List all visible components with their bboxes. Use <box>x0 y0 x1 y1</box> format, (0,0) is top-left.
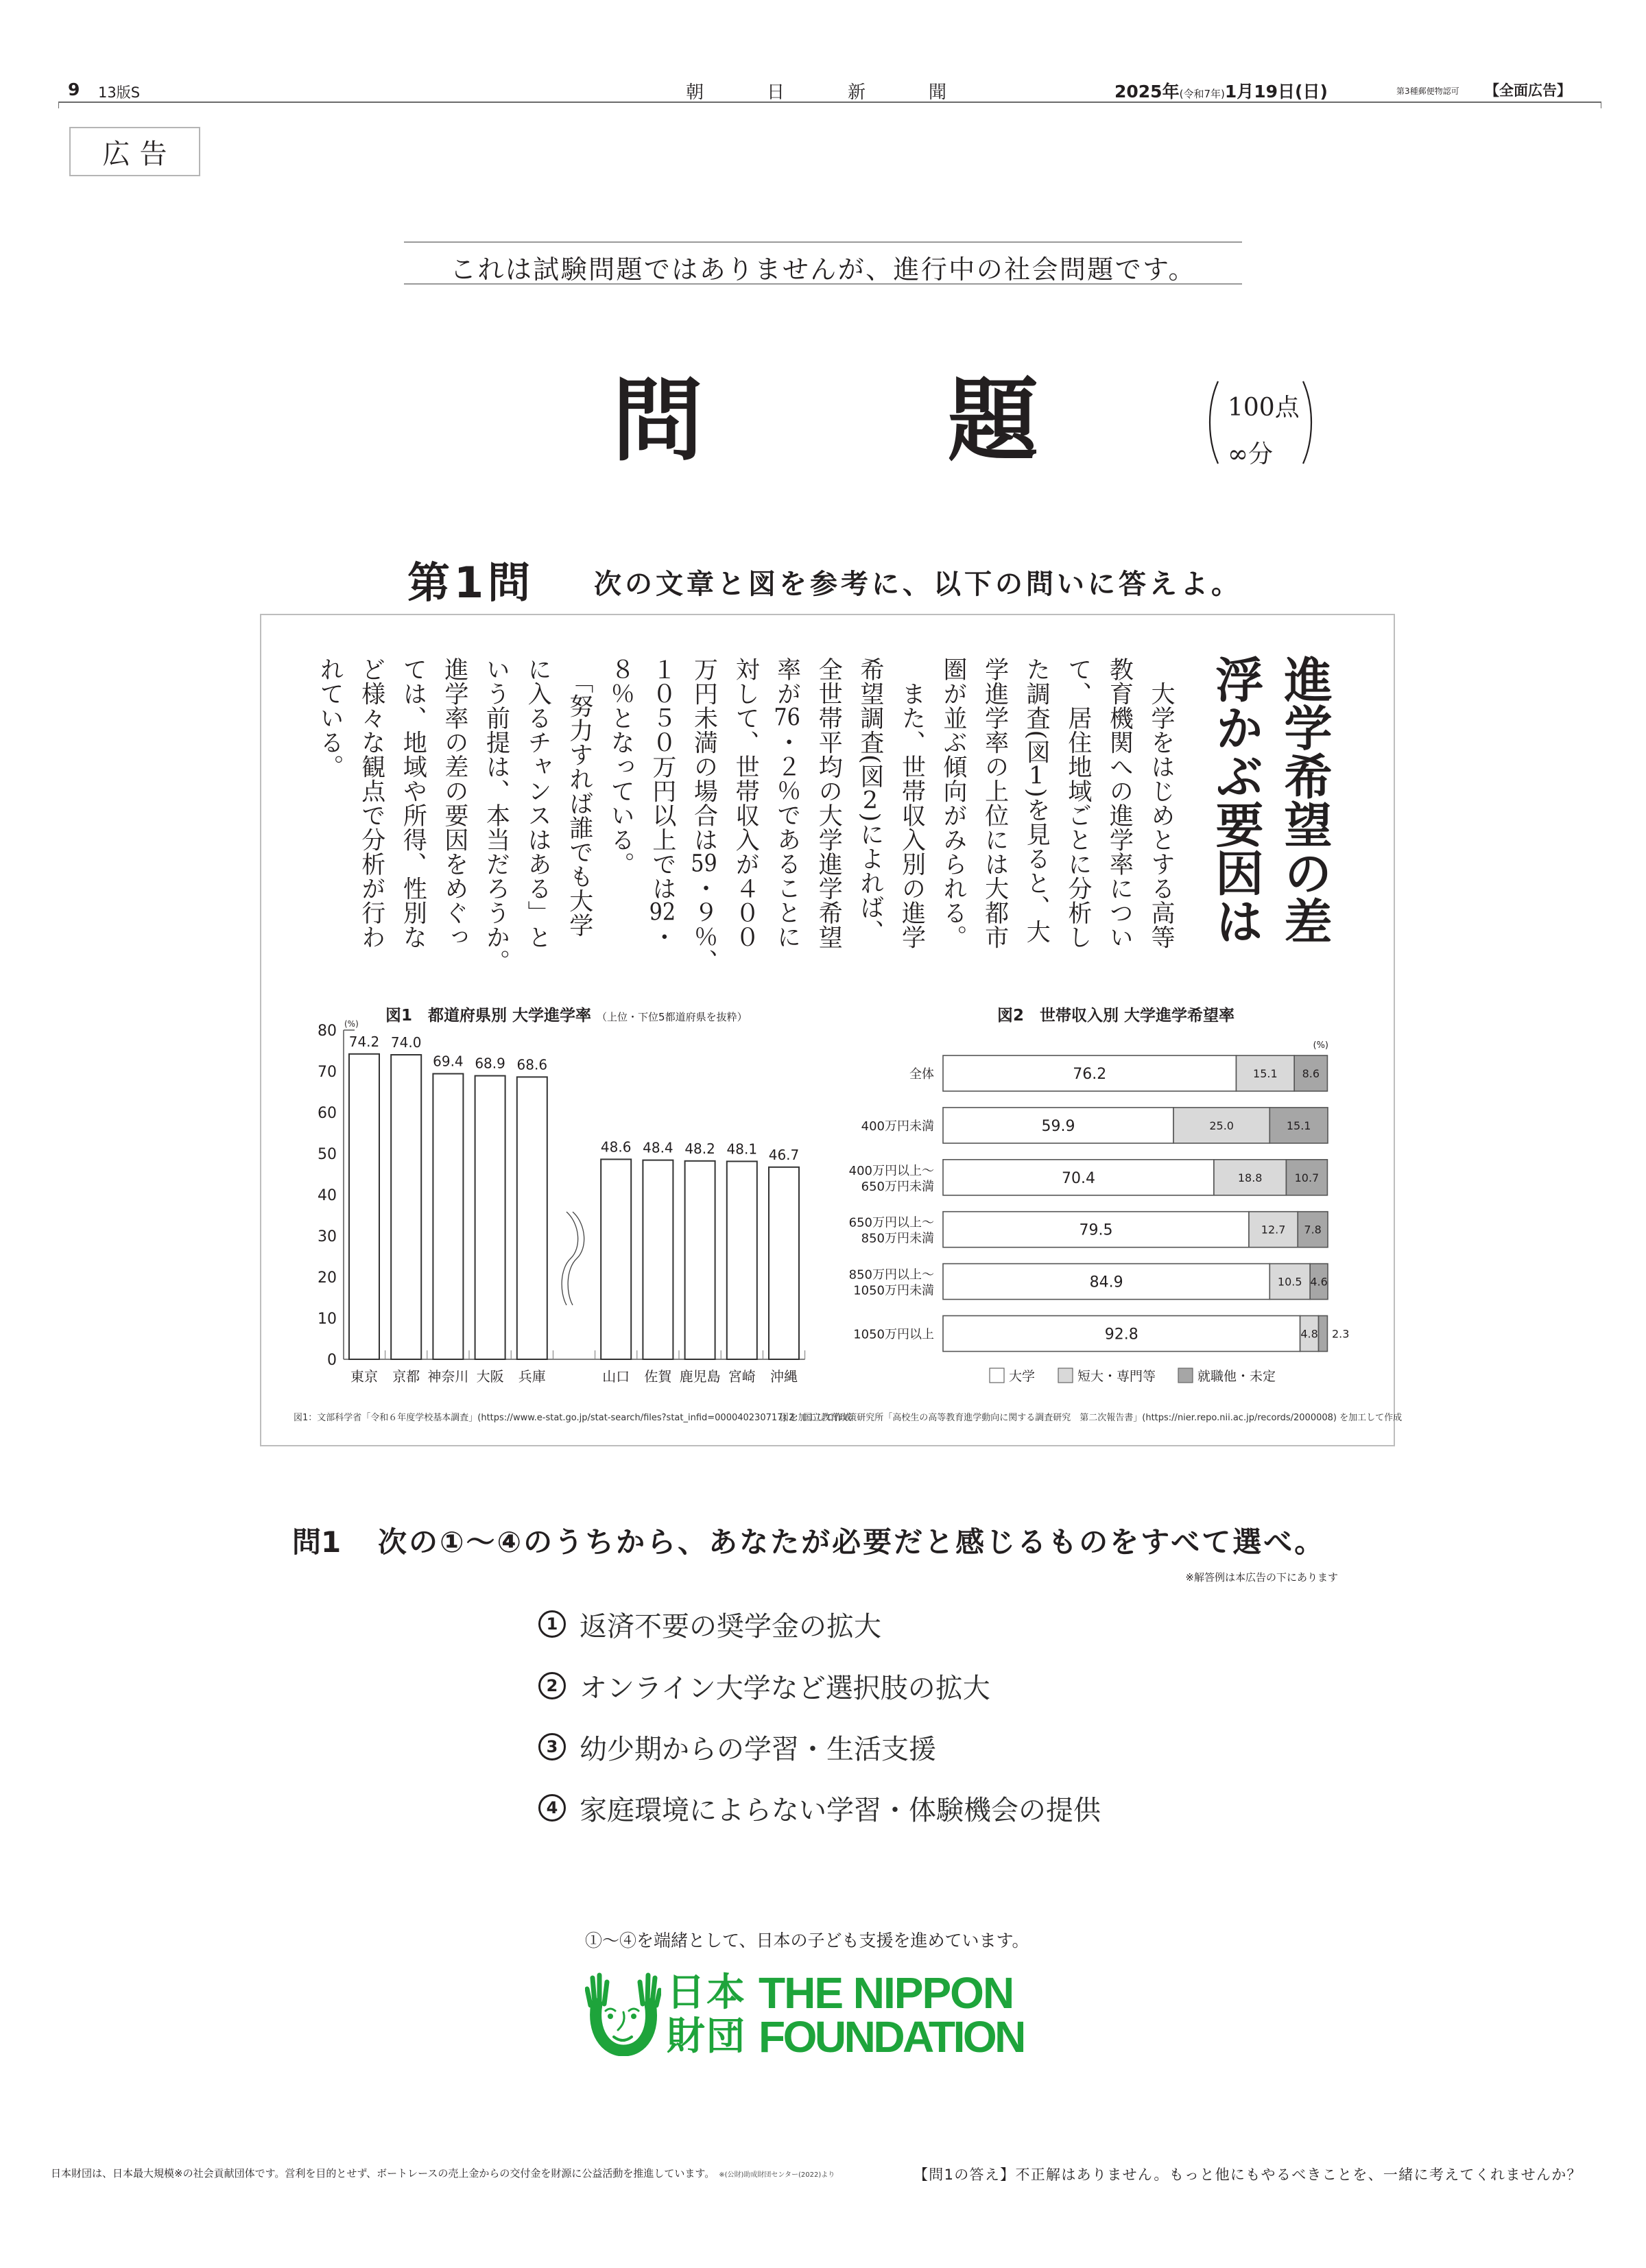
headline-line: 浮かぶ要因は <box>1208 655 1265 945</box>
figure2-stacked-bar-chart <box>844 988 1379 1399</box>
bar <box>727 1161 757 1359</box>
issue-date <box>1114 78 1328 103</box>
segment-value-label: 10.5 <box>1277 1275 1302 1289</box>
segment-value-label: 18.8 <box>1237 1171 1263 1184</box>
body-column: 「努力すれば誰でも大学 <box>565 657 593 938</box>
body-column: 大学をはじめとする高等 <box>1147 657 1175 949</box>
upright-number: 76 <box>774 706 800 730</box>
bar <box>769 1167 799 1359</box>
row-label: 850万円未満 <box>861 1231 934 1246</box>
article-body <box>309 657 1182 974</box>
date-day: 1月19日(日) <box>1224 82 1328 102</box>
bar <box>391 1055 421 1359</box>
foundation-description <box>51 2166 835 2180</box>
bar-value-label: 68.9 <box>475 1055 505 1072</box>
headline-line: 進学希望の差 <box>1276 655 1333 945</box>
edition-label: 13版S <box>98 84 141 101</box>
y-tick-label: 50 <box>318 1146 337 1163</box>
postal-notice: 第3種郵便物認可 <box>1396 86 1459 96</box>
figure2-title: 図2 世帯収入別 大学進学希望率 <box>997 1007 1235 1025</box>
category-label: 神奈川 <box>427 1368 469 1385</box>
y-tick-label: 0 <box>327 1352 337 1369</box>
right-paren <box>1303 381 1311 464</box>
bar-value-label: 48.4 <box>643 1139 673 1156</box>
segment-value-label: 92.8 <box>1104 1326 1138 1344</box>
body-column: ど様々な観点で分析が行わ <box>357 657 385 949</box>
body-column: れている。 <box>316 657 344 779</box>
tagline-bottom-rule <box>404 283 1242 285</box>
body-column: た調査(図1)を見ると、大 <box>1023 657 1051 944</box>
title-char-1: 問 <box>612 368 703 474</box>
bar <box>349 1054 379 1359</box>
time-limit: ∞分 <box>1228 440 1273 468</box>
figure1-source: 図1：文部科学省「令和６年度学校基本調査」(https://www.e-stat.go.jp/stat-search/files?stat_infid=000040230717) を加工して作成 <box>294 1413 852 1423</box>
body-column: 教育機関への進学率につい <box>1106 657 1134 949</box>
logo-jp-line1: 日本 <box>667 1970 746 2015</box>
question1-text: 次の①～④のうちから、あなたが必要だと感じるものをすべて選べ。 <box>378 1525 1326 1559</box>
upright-number: 59 <box>691 852 717 876</box>
row-label: 1050万円未満 <box>853 1283 934 1298</box>
header-rule <box>58 102 1601 103</box>
legend-swatch <box>990 1368 1004 1383</box>
foundation-description-text: 日本財団は、日本最大規模※の社会貢献団体です。営利を目的とせず、ボートレースの売上金からの交付金を財源に公益活動を推進しています。 <box>51 2167 715 2180</box>
figure2-source: 図2：国立教育政策研究所「高校生の高等教育進学動向に関する調査研究 第二次報告書」(https://nier.repo.nii.ac.jp/records/2000008) を加工して作成 <box>780 1413 1403 1423</box>
foundation-description-note: ※(公財)助成財団センター(2022)より <box>719 2171 835 2179</box>
figure1-subtitle: （上位・下位5都道府県を抜粋） <box>597 1011 748 1023</box>
bar-value-label: 68.6 <box>516 1056 548 1073</box>
bar <box>601 1159 631 1359</box>
upright-number: 92 <box>649 900 676 924</box>
full-page-ad-label: 【全面広告】 <box>1485 82 1571 99</box>
circled-number-icon: 4 <box>538 1794 566 1822</box>
option-text: 家庭環境によらない学習・体験機会の提供 <box>580 1794 1101 1826</box>
segment-value-label: 84.9 <box>1089 1274 1123 1291</box>
tagline: これは試験問題ではありませんが、進行中の社会問題です。 <box>450 254 1196 285</box>
body-column: ては、地域や所得、性別な <box>399 657 427 949</box>
category-label: 宮崎 <box>728 1368 756 1385</box>
circled-number-icon: 1 <box>538 1610 566 1638</box>
y-tick-label: 20 <box>318 1269 337 1287</box>
row-label: 850万円以上～ <box>848 1267 934 1282</box>
category-label: 鹿児島 <box>679 1368 721 1385</box>
legend-swatch <box>1058 1368 1073 1383</box>
segment-value-label: 15.1 <box>1253 1067 1278 1080</box>
y-tick-label: 10 <box>318 1311 337 1328</box>
legend-label: 短大・専門等 <box>1077 1369 1156 1384</box>
category-label: 兵庫 <box>518 1368 546 1385</box>
category-label: 沖縄 <box>770 1368 798 1385</box>
body-column: 率が76・２％であることに <box>773 657 801 949</box>
page-number: 9 <box>68 80 80 99</box>
article-headline <box>1202 655 1339 950</box>
body-column: 進学率の差の要因をめぐっ <box>440 657 468 949</box>
segment-value-label: 2.3 <box>1332 1327 1350 1341</box>
bar-value-label: 74.2 <box>348 1033 380 1050</box>
upright-number: 2 <box>862 788 878 813</box>
tagline-top-rule <box>404 241 1242 243</box>
bar-value-label: 48.6 <box>600 1138 632 1156</box>
body-column: 対して、世帯収入が４００ <box>732 657 760 949</box>
option-text: 返済不要の奨学金の拡大 <box>580 1610 881 1643</box>
bar <box>643 1160 673 1359</box>
option-item <box>538 1608 881 1643</box>
legend-label: 就職他・未定 <box>1197 1369 1276 1384</box>
score-value: 100点 <box>1228 394 1300 422</box>
segment-value-label: 59.9 <box>1041 1117 1075 1135</box>
y-axis-unit: (%) <box>344 1019 359 1029</box>
body-column: 学進学率の上位には大都市 <box>981 657 1009 949</box>
segment-value-label: 25.0 <box>1209 1119 1234 1132</box>
category-label: 山口 <box>602 1368 630 1385</box>
option-text: 幼少期からの学習・生活支援 <box>580 1733 936 1765</box>
bar-value-label: 48.2 <box>684 1140 715 1157</box>
body-column: 全世帯平均の大学進学希望 <box>815 657 843 949</box>
body-column: １０５０万円以上では92・ <box>648 657 676 949</box>
question1-label: 問1 <box>292 1525 342 1559</box>
option-item <box>538 1731 936 1763</box>
body-column: 圏が並ぶ傾向がみられる。 <box>940 657 968 949</box>
figure1-bar-chart <box>302 988 850 1399</box>
option-item <box>538 1792 1101 1824</box>
bar <box>685 1161 715 1359</box>
category-label: 佐賀 <box>644 1368 672 1385</box>
y-tick-label: 70 <box>318 1064 337 1081</box>
left-paren <box>1210 381 1218 464</box>
figure1-title-text: 図1 都道府県別 大学進学率 <box>385 1007 592 1025</box>
y-tick-label: 30 <box>318 1228 337 1245</box>
category-label: 京都 <box>392 1368 420 1385</box>
row-label: 400万円以上～ <box>848 1163 934 1178</box>
row-label: 1050万円以上 <box>853 1327 934 1342</box>
closing-message: ①～④を端緒として、日本の子ども支援を進めています。 <box>585 1931 1029 1950</box>
title-char-2: 題 <box>948 368 1038 474</box>
bar-segment <box>1319 1316 1328 1352</box>
bar-value-label: 74.0 <box>390 1034 422 1051</box>
logo-en-line1: THE NIPPON <box>759 1968 1014 2018</box>
segment-value-label: 79.5 <box>1079 1221 1113 1239</box>
segment-value-label: 76.2 <box>1073 1066 1107 1083</box>
category-label: 東京 <box>350 1368 378 1385</box>
category-label: 大阪 <box>476 1368 504 1385</box>
question-instruction: 次の文章と図を参考に、以下の問いに答えよ。 <box>594 569 1242 600</box>
option-text: オンライン大学など選択肢の拡大 <box>580 1672 990 1704</box>
circled-number-icon: 2 <box>538 1672 566 1699</box>
header-rule-left-tick <box>58 102 59 108</box>
bar-value-label: 69.4 <box>433 1053 464 1070</box>
upright-number: 1 <box>1029 764 1045 789</box>
nippon-foundation-face-logo-icon <box>585 1972 661 2056</box>
axis-break-mark <box>562 1212 578 1305</box>
y-tick-label: 60 <box>318 1105 337 1122</box>
logo-jp-line2: 財団 <box>667 2014 746 2059</box>
date-era: (令和7年) <box>1179 88 1225 100</box>
body-column: 万円未満の場合は59・９％、 <box>690 657 718 973</box>
score-and-time <box>1206 379 1315 466</box>
segment-value-label: 4.6 <box>1310 1275 1328 1289</box>
bar-value-label: 46.7 <box>768 1146 800 1163</box>
body-column: 希望調査(図2)によれば、 <box>856 657 884 944</box>
row-label: 400万円未満 <box>861 1119 934 1134</box>
y-tick-label: 80 <box>318 1023 337 1040</box>
newspaper-name: 朝日新聞 <box>686 82 1010 103</box>
question-number: 第1問 <box>407 558 535 608</box>
body-column: また、世帯収入別の進学 <box>898 657 926 949</box>
segment-value-label: 70.4 <box>1061 1169 1095 1187</box>
legend-label: 大学 <box>1009 1369 1036 1384</box>
unit-label: (%) <box>1313 1040 1328 1051</box>
answer-location-note: ※解答例は本広告の下にあります <box>1185 1571 1338 1584</box>
row-label: 650万円未満 <box>861 1179 934 1194</box>
ad-badge: 広告 <box>69 127 200 176</box>
row-label: 全体 <box>909 1067 934 1082</box>
logo-en-line2: FOUNDATION <box>759 2012 1024 2062</box>
segment-value-label: 7.8 <box>1304 1223 1322 1237</box>
y-tick-label: 40 <box>318 1187 337 1204</box>
body-column: ８％となっている。 <box>607 657 635 876</box>
segment-value-label: 10.7 <box>1294 1171 1320 1184</box>
bar <box>517 1077 547 1359</box>
segment-value-label: 8.6 <box>1302 1067 1320 1080</box>
body-column: いう前提は、本当だろうか。 <box>482 657 510 974</box>
segment-value-label: 12.7 <box>1261 1223 1286 1237</box>
question1-answer: 【問1の答え】不正解はありません。もっと他にもやるべきことを、一緒に考えてくれませんか？ <box>914 2166 1582 2183</box>
circled-number-icon: 3 <box>538 1733 566 1760</box>
legend-swatch <box>1178 1368 1193 1383</box>
row-label: 650万円以上～ <box>848 1215 934 1230</box>
option-item <box>538 1670 990 1702</box>
date-year: 2025年 <box>1114 82 1180 102</box>
body-column: に入るチャンスはある」と <box>524 657 552 949</box>
bar <box>433 1074 463 1359</box>
bar <box>475 1076 505 1359</box>
bar-value-label: 48.1 <box>726 1141 758 1158</box>
body-column: て、居住地域ごとに分析し <box>1064 657 1092 949</box>
segment-value-label: 4.8 <box>1300 1327 1318 1341</box>
segment-value-label: 15.1 <box>1286 1119 1311 1132</box>
